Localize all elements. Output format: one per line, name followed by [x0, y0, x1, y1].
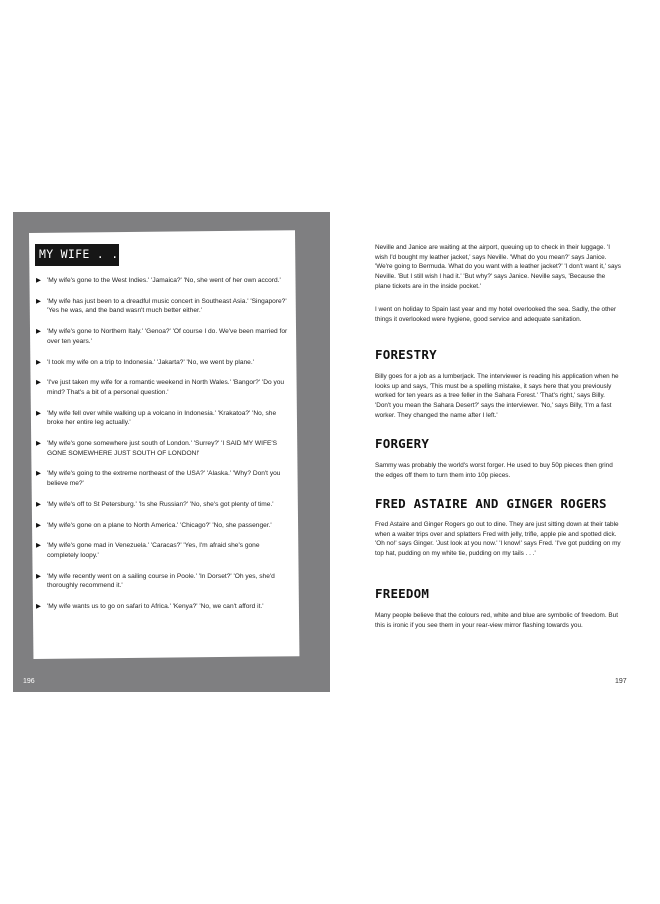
joke-text: 'My wife's gone to the West Indies.' 'Jamaica?' 'No, she went of her own accord.' — [47, 277, 281, 284]
heading-fred-astaire: FRED ASTAIRE AND GINGER ROGERS — [375, 496, 607, 511]
triangle-bullet-icon: ▶ — [36, 409, 41, 417]
list-item — [36, 327, 288, 346]
joke-text: 'My wife's gone somewhere just south of London.' 'Surrey?' 'I SAID MY WIFE'S GONE SOMEWHERE JUST SOUTH OF LONDON!' — [47, 440, 278, 457]
list-item — [36, 500, 288, 510]
jokes-list — [36, 276, 288, 623]
triangle-bullet-icon: ▶ — [36, 277, 41, 284]
triangle-bullet-icon: ▶ — [36, 603, 41, 611]
joke-text: 'My wife's gone mad in Venezuela.' 'Caracas?' 'Yes, I'm afraid she's gone completely loopy.' — [47, 542, 260, 559]
triangle-bullet-icon: ▶ — [36, 358, 41, 366]
paragraph-forgery: Sammy was probably the world's worst forger. He used to buy 50p pieces then grind the edges off them to turn them into 10p pieces. — [375, 462, 613, 479]
joke-text: 'My wife has just been to a dreadful music concert in Southeast Asia.' 'Singapore?' 'Yes he was, and the band wasn't much better either.' — [47, 297, 287, 315]
heading-forestry: FORESTRY — [375, 347, 437, 362]
intro-paragraph-2: I went on holiday to Spain last year and my hotel overlooked the sea. Sadly, the other things it overlooked were hygiene, good service and adequate sanitation. — [375, 306, 617, 323]
list-item — [36, 276, 288, 286]
joke-text: 'My wife recently went on a sailing course in Poole.' 'In Dorset?' 'Oh yes, she'd thoroughly recommend it.' — [47, 572, 275, 590]
joke-text: 'My wife's off to St Petersburg.' 'Is she Russian?' 'No, she's got plenty of time.' — [47, 500, 274, 508]
triangle-bullet-icon: ▶ — [36, 470, 41, 478]
list-item — [36, 439, 288, 458]
heading-forgery: FORGERY — [375, 436, 430, 451]
joke-text: 'My wife's gone on a plane to North America.' 'Chicago?' 'No, she passenger.' — [47, 521, 272, 529]
list-item — [36, 378, 288, 397]
list-item — [36, 602, 288, 612]
list-item — [36, 409, 288, 428]
list-item — [36, 572, 288, 591]
triangle-bullet-icon: ▶ — [36, 328, 41, 336]
triangle-bullet-icon: ▶ — [36, 440, 41, 448]
triangle-bullet-icon: ▶ — [36, 379, 41, 387]
joke-text: 'I took my wife on a trip to Indonesia.' 'Jakarta?' 'No, we went by plane.' — [47, 358, 254, 366]
triangle-bullet-icon: ▶ — [36, 297, 41, 305]
section-title: MY WIFE . . . — [35, 244, 119, 266]
triangle-bullet-icon: ▶ — [36, 572, 41, 580]
triangle-bullet-icon: ▶ — [36, 521, 41, 529]
paragraph-forestry: Billy goes for a job as a lumberjack. The interviewer is reading his application when he looks up and says, 'This must be a spelling mistake, it says here that you previously worked for ten years as a tree feller in the Sahara Forest.' 'That's right,' says Billy. 'Don't you mean the Sahara Desert?' says the interviewer. 'No,' says Billy, 'I'm a fast worker. They changed the name after I left.' — [375, 373, 619, 419]
joke-text: 'My wife's going to the extreme northeast of the USA?' 'Alaska.' 'Why? Don't you believe me?' — [47, 470, 281, 488]
joke-text: 'My wife's gone to Northern Italy.' 'Genoa?' 'Of course I do. We've been married for over ten years.' — [47, 328, 288, 345]
list-item — [36, 297, 288, 316]
joke-text: 'I've just taken my wife for a romantic weekend in North Wales.' 'Bangor?' 'Do you mind? That's a bit of a personal question.' — [47, 379, 285, 396]
page-number-right: 197 — [615, 678, 627, 685]
heading-freedom: FREEDOM — [375, 586, 430, 601]
triangle-bullet-icon: ▶ — [36, 500, 41, 508]
intro-paragraph-1: Neville and Janice are waiting at the airport, queuing up to check in their luggage. 'I wish I'd bought my leather jacket,' says Neville. 'What do you mean?' says Janice. 'We're going to Bermuda. What do you want with a leather jacket?' 'I don't want it,' says Neville. 'But I still wish I had it.' 'But why?' says Janice. Neville says, 'Because the plane tickets are in the inside pocket.' — [375, 244, 621, 290]
paragraph-fred-astaire: Fred Astaire and Ginger Rogers go out to dine. They are just sitting down at their table when a waiter trips over and splatters Fred with jelly, trifle, apple pie and spotted dick. 'Oh no!' says Ginger. 'Just look at you now.' 'I know!' says Fred. 'I've got pudding on my top hat, pudding on my white tie, pudding on my tails . . .' — [375, 521, 621, 558]
triangle-bullet-icon: ▶ — [36, 542, 41, 550]
joke-text: 'My wife fell over while walking up a volcano in Indonesia.' 'Krakatoa?' 'No, she broke her entire leg actually.' — [47, 409, 277, 427]
paragraph-freedom: Many people believe that the colours red, white and blue are symbolic of freedom. But this is ironic if you see them in your rear-view mirror flashing towards you. — [375, 612, 618, 629]
list-item — [36, 521, 288, 531]
list-item — [36, 358, 288, 368]
list-item — [36, 541, 288, 560]
list-item — [36, 469, 288, 488]
page-number-left: 196 — [23, 678, 35, 685]
joke-text: 'My wife wants us to go on safari to Africa.' 'Kenya?' 'No, we can't afford it.' — [47, 603, 264, 611]
